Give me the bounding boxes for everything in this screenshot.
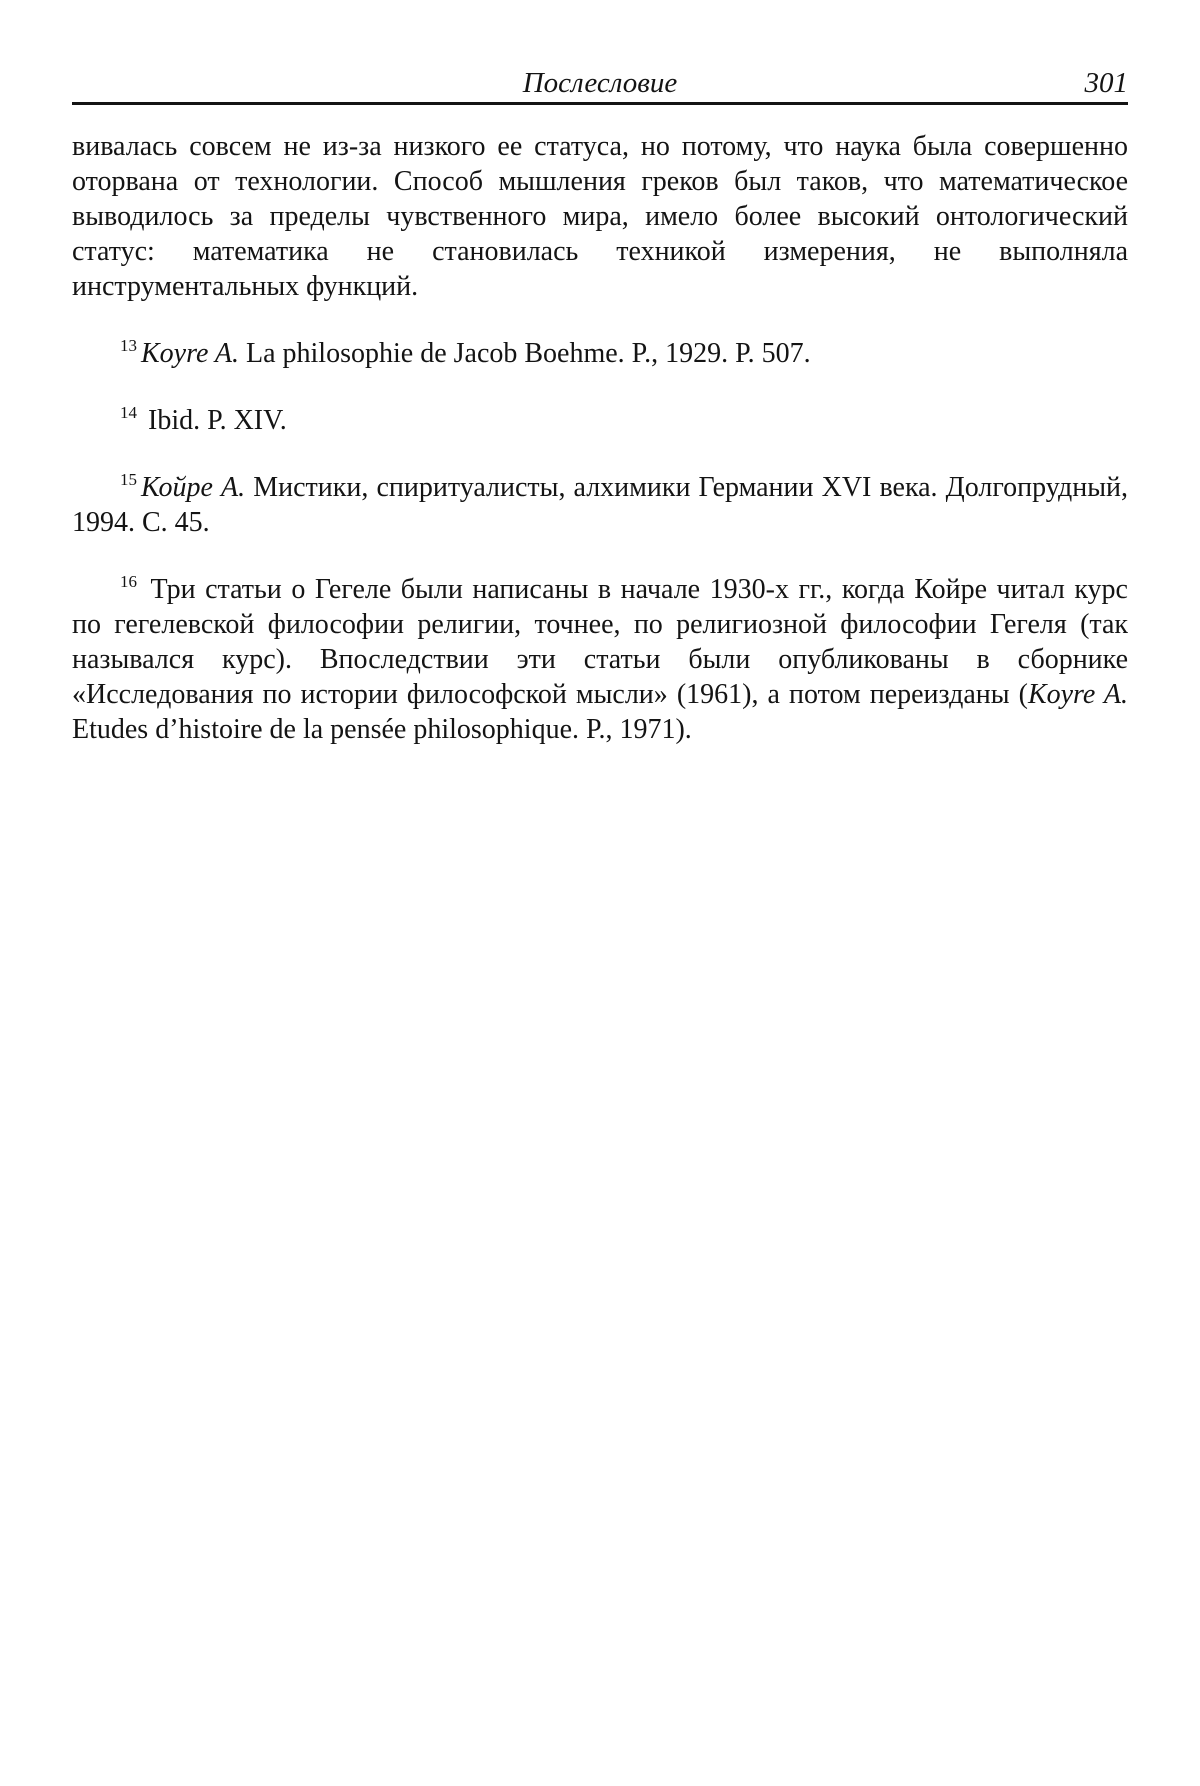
footnote-15: [72, 470, 1128, 540]
footnote-author: Koyre A.: [1027, 679, 1128, 710]
page-number: 301: [1084, 67, 1128, 99]
running-header: [72, 56, 1128, 105]
footnote-text-continued: Etudes d’histoire de la pensée philosophique. P., 1971).: [72, 714, 692, 745]
footnote-text: Мистики, спиритуалисты, алхимики Германии XVI века. Долгопрудный, 1994. С. 45.: [72, 472, 1129, 538]
footnote-13: [72, 336, 1128, 371]
running-title: Послесловие: [522, 67, 678, 99]
footnote-text: Ibid. P. XIV.: [141, 405, 287, 436]
footnote-number: 13: [120, 336, 137, 355]
footnote-16: [72, 572, 1128, 747]
footnote-text: La philosophie de Jacob Boehme. P., 1929. P. 507.: [239, 338, 811, 369]
footnote-author: Koyre A.: [141, 338, 239, 369]
footnote-14: [72, 403, 1128, 438]
footnote-number: 15: [120, 470, 137, 489]
footnote-number: 14: [120, 403, 137, 422]
footnote-author: Койре А.: [141, 472, 246, 503]
footnote-text: Три статьи о Гегеле были написаны в начале 1930-х гг., когда Койре читал курс по гегелевской философии религии, точнее, по религиозной философии Гегеля (так назывался курс). Впоследствии эти статьи были опубликованы в сборнике «Исследования по истории философской мысли» (1961), а потом переизданы (: [72, 574, 1128, 710]
book-page: [72, 56, 1128, 747]
footnote-number: 16: [120, 572, 137, 591]
continuation-paragraph: вивалась совсем не из-за низкого ее статуса, но потому, что наука была совершенно оторвана от технологии. Способ мышления греков был таков, что математическое выводилось за пределы чувственного мира, имело более высокий онтологический статус: математика не становилась техникой измерения, не выполняла инструментальных функций.: [72, 131, 1128, 302]
